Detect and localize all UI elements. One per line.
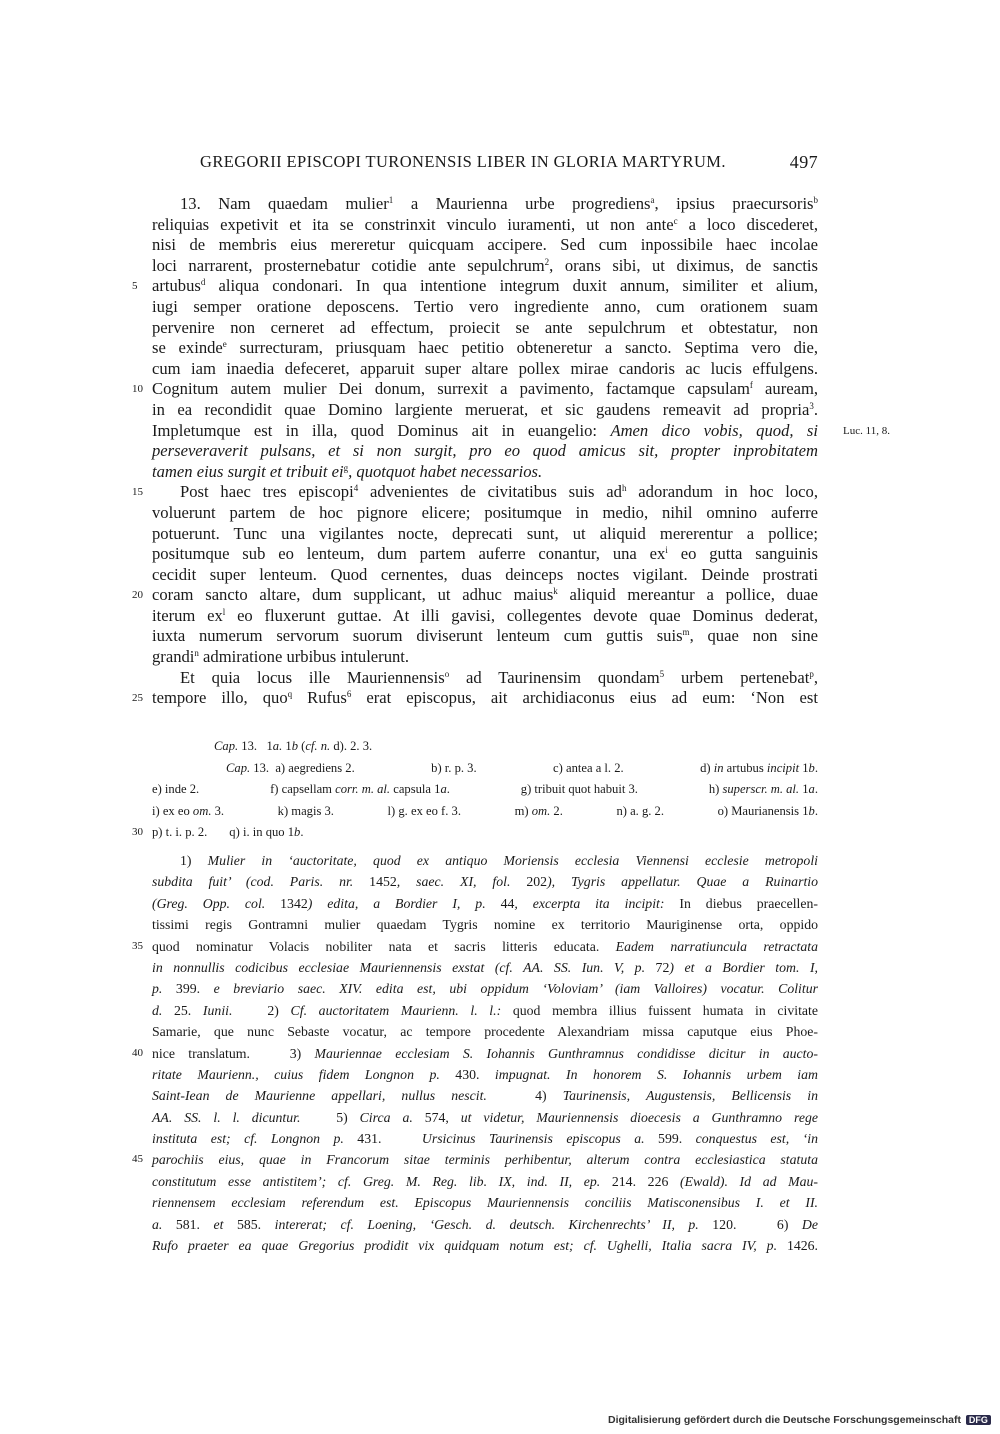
text-line: Impletumque est in illa, quod Dominus ait in euangelio: Amen dico vobis, quod, si Luc. 11, 8. bbox=[152, 420, 890, 440]
text-line: 25 tempore illo, quo$^q$ Rufus$^6$ erat episcopus, ait archidiaconus eius ad eum: ‘Non est bbox=[132, 688, 818, 708]
line-number: 15 bbox=[132, 486, 143, 499]
footnote-line: in nonnullis codicibus ecclesiae Mauriennensis exstat (cf. AA. SS. Iun. V, p. 72) et a Bordier tom. I, bbox=[152, 959, 819, 975]
apparatus-line: Cap. 13. 1a. 1b (cf. n. d). 2. 3. bbox=[214, 739, 373, 753]
text-line: perseveraverit pulsans, et si non surgit, pro eo quod amicus sit, propter inprobitatem bbox=[152, 441, 818, 461]
apparatus-line: Cap. 13. a) aegrediens 2. b) r. p. 3. c) antea a l. 2. d) in artubus incipit 1b. bbox=[226, 760, 818, 775]
footnote-line: Saint-Iean de Maurienne appellari, nullus nescit. 4) Taurinensis, Augustensis, Bellicensis in bbox=[152, 1088, 818, 1104]
line-number: 35 bbox=[132, 939, 143, 952]
text-line: in ea recondidit quae Domino largiente meruerat, et sic gaudens remeavit ad propria$^3$. bbox=[152, 399, 818, 419]
dfg-logo: DFG bbox=[966, 1415, 991, 1425]
footnote-line: 35 quod nominatur Volacis nobiliter nata et sacris litteris educata. Eadem narratiuncula retractata bbox=[152, 936, 818, 957]
text-line: iuxta numerum servorum suorum diviserunt lenteum cum guttis suis$^m$, quae non sine bbox=[152, 626, 818, 646]
footnote-line: 1) Mulier in ‘auctoritate, quod ex antiquo Moriensis ecclesia Viennensi ecclesie metropoli bbox=[180, 853, 818, 868]
footnote-line: d. 25. Iunii. 2) Cf. auctoritatem Maurienn. l. l.: quod membra illius fuissent humata in civitate bbox=[152, 1002, 818, 1018]
apparatus-line: 30 p) t. i. p. 2. q) i. in quo 1b. bbox=[152, 822, 818, 844]
footnote-line: tissimi regis Gontramni mulier quaedam Tygris nomine ex territorio Mauriginense orta, oppido bbox=[152, 917, 818, 933]
critical-apparatus bbox=[132, 736, 818, 844]
text-line: grandi$^n$ admiratione urbibus intulerunt. bbox=[152, 647, 410, 667]
footnote-line: subdita fuit’ (cod. Paris. nr. 1452, saec. XI, fol. 202), Tygris appellatur. Quae a Ruinartio bbox=[152, 874, 819, 890]
digitization-credit bbox=[608, 1414, 988, 1426]
running-title: GREGORII EPISCOPI TURONENSIS LIBER IN GLORIA MARTYRUM. bbox=[200, 152, 726, 171]
text-line: iugi semper oratione deposcens. Tertio vero ingrediente anno, cum orationem suam bbox=[152, 296, 818, 316]
footnote-line: Rufo praeter ea quae Gregorius prodidit vix quidquam notum est; cf. Ughelli, Italia sacra IV, p. 1426. bbox=[152, 1238, 818, 1254]
text-line: loci narrarent, prosternebatur cotidie ante sepulchrum$^2$, orans sibi, ut diximus, de sanctis bbox=[152, 255, 818, 275]
footnote-line: riennensem ecclesiam referendum est. Episcopus Mauriennensis conciliis Matisconensibus I. et II. bbox=[152, 1195, 818, 1211]
apparatus-line: i) ex eo om. 3. k) magis 3. l) g. ex eo f. 3. m) om. 2. n) a. g. 2. o) Maurianensis 1b. bbox=[152, 803, 818, 818]
text-line: 20 coram sancto altare, dum supplicant, ut adhuc maius$^k$ aliquid mereantur a pollice, duae bbox=[132, 585, 818, 605]
footnote-line: 40 nice translatum. 3) Mauriennae ecclesiam S. Iohannis Gunthramnus condidisse dicitur in aucto- bbox=[152, 1043, 818, 1064]
text-line: nisi de membris eius mereretur quicquam accipere. Sed cum inpossibile haec incolae bbox=[152, 235, 818, 255]
text-line: cecidit super lenteum. Quod cernentes, duas deinceps noctes vigilant. Deinde prostrati bbox=[152, 564, 818, 584]
footnote-line: constitutum esse antistitem’; cf. Greg. M. Reg. lib. IX, ind. II, ep. 214. 226 (Ewald). Id ad Mau- bbox=[152, 1173, 819, 1189]
margin-reference: Luc. 11, 8. bbox=[843, 424, 890, 437]
footnote-line: instituta est; cf. Longnon p. 431. Ursicinus Taurinensis episcopus a. 599. conquestus est, ‘in bbox=[152, 1131, 818, 1147]
text-line: 5 artubus$^d$ aliqua condonari. In qua intentione integrum duxit annum, similiter et alium, bbox=[132, 276, 818, 296]
line-number: 5 bbox=[132, 280, 138, 293]
text-line: potuerunt. Tunc una vigilantes nocte, deprecati sunt, ut aliquid mererentur a pollice; bbox=[152, 523, 818, 543]
footnote-line: p. 399. e breviario saec. XIV. edita est, ubi oppidum ‘Voloviam’ (iam Valloires) vocatur. Colitur bbox=[152, 981, 818, 997]
line-number: 10 bbox=[132, 383, 143, 396]
footnote-line: ritate Maurienn., cuius fidem Longnon p. 430. impugnat. In honorem S. Iohannis urbem iam bbox=[152, 1066, 819, 1082]
text-line: cum iam inaedia defeceret, apparuit super altare pollex mirae candoris ac lucis effulgens. bbox=[152, 358, 818, 378]
footnote-line: a. 581. et 585. intererat; cf. Loening, ‘Gesch. d. deutsch. Kirchenrechts’ II, p. 120. 6) De bbox=[152, 1216, 819, 1232]
line-number: 25 bbox=[132, 692, 143, 705]
footnote-line: AA. SS. l. l. dicuntur. 5) Circa a. 574, ut videtur, Mauriennensis dioecesis a Gunthramno rege bbox=[152, 1109, 818, 1125]
line-number: 40 bbox=[132, 1046, 143, 1059]
text-line: 15 Post haec tres episcopi$^4$ advenientes de civitatibus suis $ad^h$ adorandum in hoc loco, bbox=[132, 482, 818, 502]
line-number: 45 bbox=[132, 1153, 143, 1166]
text-line: se exinde$^e$ surrecturam, priusquam haec petitio obteneretur a sancto. Septima vero die, bbox=[152, 338, 818, 358]
text-line: voluerunt partem de hoc pignore elicere; positumque in medio, nihil omnino auferre bbox=[152, 502, 818, 522]
footnote-line: Samarie, que nunc Sebaste vocatur, ac tempore procedente Alexandriam missa caputque eius Phoe- bbox=[152, 1024, 818, 1040]
footnotes bbox=[132, 850, 819, 1256]
footnote-line: (Greg. Opp. col. 1342) edita, a Bordier I, p. 44, excerpta ita incipit: In diebus praecellen- bbox=[152, 895, 819, 911]
text-line: pervenire non cerneret ad effectum, proiecit se ante sepulchrum et obtestatur, non bbox=[152, 317, 818, 337]
text-line: tamen eius surgit et tribuit $ei^g$, quotquot habet necessarios. bbox=[152, 461, 543, 481]
apparatus-line: e) inde 2. f) capsellam corr. m. al. capsula 1a. g) tribuit quot habuit 3. h) superscr. m. al. 1a. bbox=[152, 782, 818, 797]
main-text bbox=[132, 194, 890, 709]
footnote-line: 45 parochiis eius, quae in Francorum sitae terminis perhibentur, alterum contra ecclesiastica statuta bbox=[152, 1149, 818, 1170]
line-number: 20 bbox=[132, 589, 143, 602]
credit-text: Digitalisierung gefördert durch die Deutsche Forschungsgemeinschaft bbox=[608, 1414, 961, 1426]
text-line: 10 Cognitum autem mulier Dei donum, surrexit a pavimento, factamque capsulam$^f$ auream, bbox=[132, 379, 819, 399]
text-line: iterum $ex^l$ eo fluxerunt guttae. At illi gavisi, collegentes devote quae Dominus dederat, bbox=[152, 605, 818, 625]
page-number: 497 bbox=[789, 152, 818, 172]
text-line: positumque sub eo lenteum, dum partem auferre conantur, una $ex^i$ eo gutta sanguinis bbox=[152, 544, 818, 564]
line-number: 30 bbox=[132, 826, 143, 839]
text-line: reliquias expetivit et ita se constrinxit vinculo iuramenti, ut non ante$^c$ a loco discederet, bbox=[152, 214, 818, 234]
text-line: 13. Nam quaedam mulier$^1$ a Maurienna urbe progrediens$^a$, ipsius praecursoris$^b$ bbox=[180, 194, 819, 213]
text-line: Et quia locus ille Mauriennensis$^o$ ad Taurinensim quondam$^5$ urbem pertenebat$^p$, bbox=[180, 667, 818, 687]
